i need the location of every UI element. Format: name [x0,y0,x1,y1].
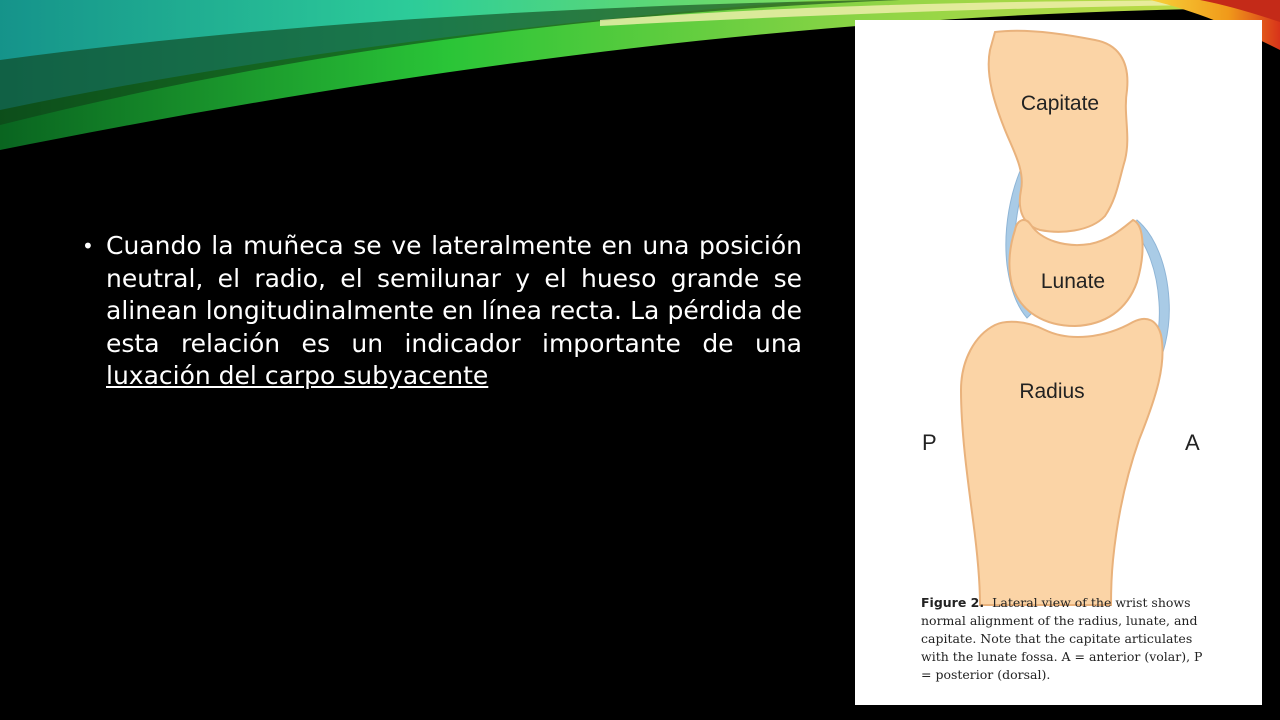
bullet-paragraph [106,230,802,393]
anterior-label: A [1185,430,1200,455]
bullet-list [82,230,802,393]
capitate-label: Capitate [1020,92,1100,115]
caption-body: Lateral view of the wrist shows normal alignment of the radius, lunate, and capitate. Note that the capitate articulates with the lunate fossa. A = anterior (volar), P = posterior (dorsal). [921,595,1203,682]
posterior-label: P [922,430,937,455]
bullet-item [82,230,802,393]
figure-caption [921,594,1213,684]
radius-bone [961,319,1163,605]
capitate-bone [989,31,1128,232]
caption-lead: Figure 2. [921,595,985,610]
lunate-label: Lunate [1040,270,1106,293]
bullet-marker: • [82,234,94,258]
radius-label: Radius [1019,380,1085,403]
carpal-dislocation-link[interactable]: luxación del carpo subyacente [106,361,489,390]
wrist-figure [855,20,1262,705]
bullet-text-body: Cuando la muñeca se ve lateralmente en una posición neutral, el radio, el semilunar y el hueso grande se alinean longitudinalmente en línea recta. La pérdida de esta relación es un indicador importante de una [106,231,802,358]
